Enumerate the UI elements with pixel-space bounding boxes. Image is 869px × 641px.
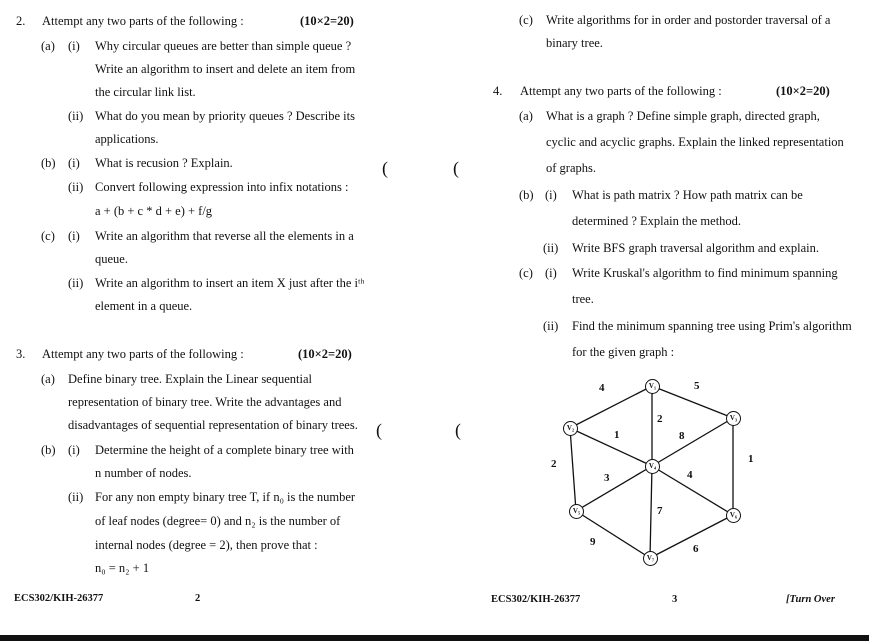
- graph-node-v7: V₇: [643, 551, 658, 566]
- q2c-i-line: Write an algorithm that reverse all the elements in a: [95, 229, 354, 243]
- graph-node-v5: V₅: [569, 504, 584, 519]
- edge-weight: 3: [604, 472, 610, 484]
- q4a-line: What is a graph ? Define simple graph, directed graph,: [546, 109, 820, 123]
- edge-weight: 2: [657, 413, 663, 425]
- graph-edge: [650, 515, 733, 558]
- q2c-ii-label: (ii): [68, 276, 84, 290]
- q4c-i-line: Write Kruskal's algorithm to find minimum spanning: [572, 266, 838, 280]
- footer-code-right: ECS302/KIH-26377: [491, 594, 581, 605]
- q3b-ii-line: For any non empty binary tree T, if n₀ is the number: [95, 490, 356, 504]
- q2c-line-cont: binary tree.: [546, 36, 603, 50]
- graph-edge: [576, 511, 650, 558]
- graph-edge: [570, 428, 652, 466]
- q3b-ii-formula: n₀ = n₂ + 1: [95, 561, 150, 575]
- q4c-ii-line: for the given graph :: [572, 345, 675, 359]
- q4-heading: Attempt any two parts of the following :: [520, 84, 722, 98]
- edge-weight: 9: [590, 536, 596, 548]
- q2b-i-label: (i): [68, 156, 80, 170]
- graph-edge: [650, 466, 652, 558]
- graph-edge: [570, 386, 652, 428]
- edge-weight: 1: [748, 453, 754, 465]
- q3-heading: Attempt any two parts of the following :: [42, 347, 244, 361]
- q2a-ii-line: What do you mean by priority queues ? Describe its: [95, 109, 355, 123]
- q2-number: 2.: [16, 14, 26, 28]
- q2c-label: (c): [41, 229, 55, 243]
- q3b-label: (b): [41, 443, 56, 457]
- graph-edge: [652, 418, 733, 466]
- footer-code-left: ECS302/KIH-26377: [14, 593, 104, 604]
- q2b-label: (b): [41, 156, 56, 170]
- q2a-ii-line: applications.: [95, 132, 159, 146]
- graph-node-v2: V₂: [563, 421, 578, 436]
- q2a-i-line: Why circular queues are better than simple queue ?: [95, 39, 352, 53]
- graph-node-v4: V₄: [645, 459, 660, 474]
- q2-heading: Attempt any two parts of the following :: [42, 14, 244, 28]
- q3-marks: (10×2=20): [298, 347, 352, 361]
- q4-number: 4.: [493, 84, 503, 98]
- q3b-ii-line: of leaf nodes (degree= 0) and n₂ is the number of: [95, 514, 341, 528]
- q4b-ii-text: Write BFS graph traversal algorithm and explain.: [572, 241, 820, 255]
- q2a-ii-label: (ii): [68, 109, 84, 123]
- q3a-line: disadvantages of sequential representation of binary trees.: [68, 418, 358, 432]
- footer-page-left: 2: [195, 593, 201, 604]
- q2b-ii-label: (ii): [68, 180, 84, 194]
- q3b-i-line: n number of nodes.: [95, 466, 192, 480]
- q3a-line: representation of binary tree. Write the advantages and: [68, 395, 342, 409]
- q4c-ii-label: (ii): [543, 319, 559, 333]
- graph-edge: [652, 386, 733, 418]
- q2a-label: (a): [41, 39, 55, 53]
- q4b-label: (b): [519, 188, 534, 202]
- q4a-line: cyclic and acyclic graphs. Explain the linked representation: [546, 135, 844, 149]
- edge-weight: 4: [687, 469, 693, 481]
- graph-node-v6: V₆: [726, 508, 741, 523]
- q4b-ii-label: (ii): [543, 241, 559, 255]
- q4c-i-line: tree.: [572, 292, 594, 306]
- q3b-ii-line: internal nodes (degree = 2), then prove that :: [95, 538, 318, 552]
- q2c-ii-line: Write an algorithm to insert an item X just after the iᵗʰ: [95, 276, 365, 290]
- edge-weight: 8: [679, 430, 685, 442]
- q2c-line-cont: Write algorithms for in order and postorder traversal of a: [546, 13, 831, 27]
- q2b-ii-text: Convert following expression into infix notations :: [95, 180, 349, 194]
- edge-weight: 6: [693, 543, 699, 555]
- q4b-i-line: What is path matrix ? How path matrix can be: [572, 188, 803, 202]
- q3b-ii-label: (ii): [68, 490, 84, 504]
- graph-node-v1: V₁: [645, 379, 660, 394]
- graph-edge: [576, 466, 652, 511]
- margin-mark: (: [376, 420, 382, 440]
- q4c-label: (c): [519, 266, 533, 280]
- edge-weight: 5: [694, 380, 700, 392]
- q2-marks: (10×2=20): [300, 14, 354, 28]
- q4b-i-label: (i): [545, 188, 557, 202]
- footer-page-right: 3: [672, 594, 678, 605]
- q3b-i-label: (i): [68, 443, 80, 457]
- q4-marks: (10×2=20): [776, 84, 830, 98]
- q2a-i-line: the circular link list.: [95, 85, 196, 99]
- q3-number: 3.: [16, 347, 26, 361]
- margin-mark: (: [453, 158, 459, 178]
- edge-weight: 7: [657, 505, 663, 517]
- q2c-i-line: queue.: [95, 252, 128, 266]
- margin-mark: (: [455, 420, 461, 440]
- q4a-line: of graphs.: [546, 161, 596, 175]
- q2b-ii-expression: a + (b + c * d + e) + f/g: [95, 204, 213, 218]
- q3a-label: (a): [41, 372, 55, 386]
- q2c-ii-line: element in a queue.: [95, 299, 193, 313]
- q2c-label-cont: (c): [519, 13, 533, 27]
- q4a-label: (a): [519, 109, 533, 123]
- q3a-line: Define binary tree. Explain the Linear sequential: [68, 372, 312, 386]
- edge-weight: 1: [614, 429, 620, 441]
- graph-edge: [570, 428, 576, 511]
- footer-turn-over: [Turn Over: [786, 594, 835, 605]
- graph-node-v3: V₃: [726, 411, 741, 426]
- q4c-i-label: (i): [545, 266, 557, 280]
- margin-mark: (: [382, 158, 388, 178]
- q3b-i-line: Determine the height of a complete binary tree with: [95, 443, 354, 457]
- q2c-i-label: (i): [68, 229, 80, 243]
- q2b-i-text: What is recusion ? Explain.: [95, 156, 233, 170]
- edge-weight: 2: [551, 458, 557, 470]
- edge-weight: 4: [599, 382, 605, 394]
- q4b-i-line: determined ? Explain the method.: [572, 214, 742, 228]
- q4c-ii-line: Find the minimum spanning tree using Prim's algorithm: [572, 319, 852, 333]
- q2a-i-line: Write an algorithm to insert and delete an item from: [95, 62, 356, 76]
- q2a-i-label: (i): [68, 39, 80, 53]
- page-bottom-border: [0, 635, 869, 641]
